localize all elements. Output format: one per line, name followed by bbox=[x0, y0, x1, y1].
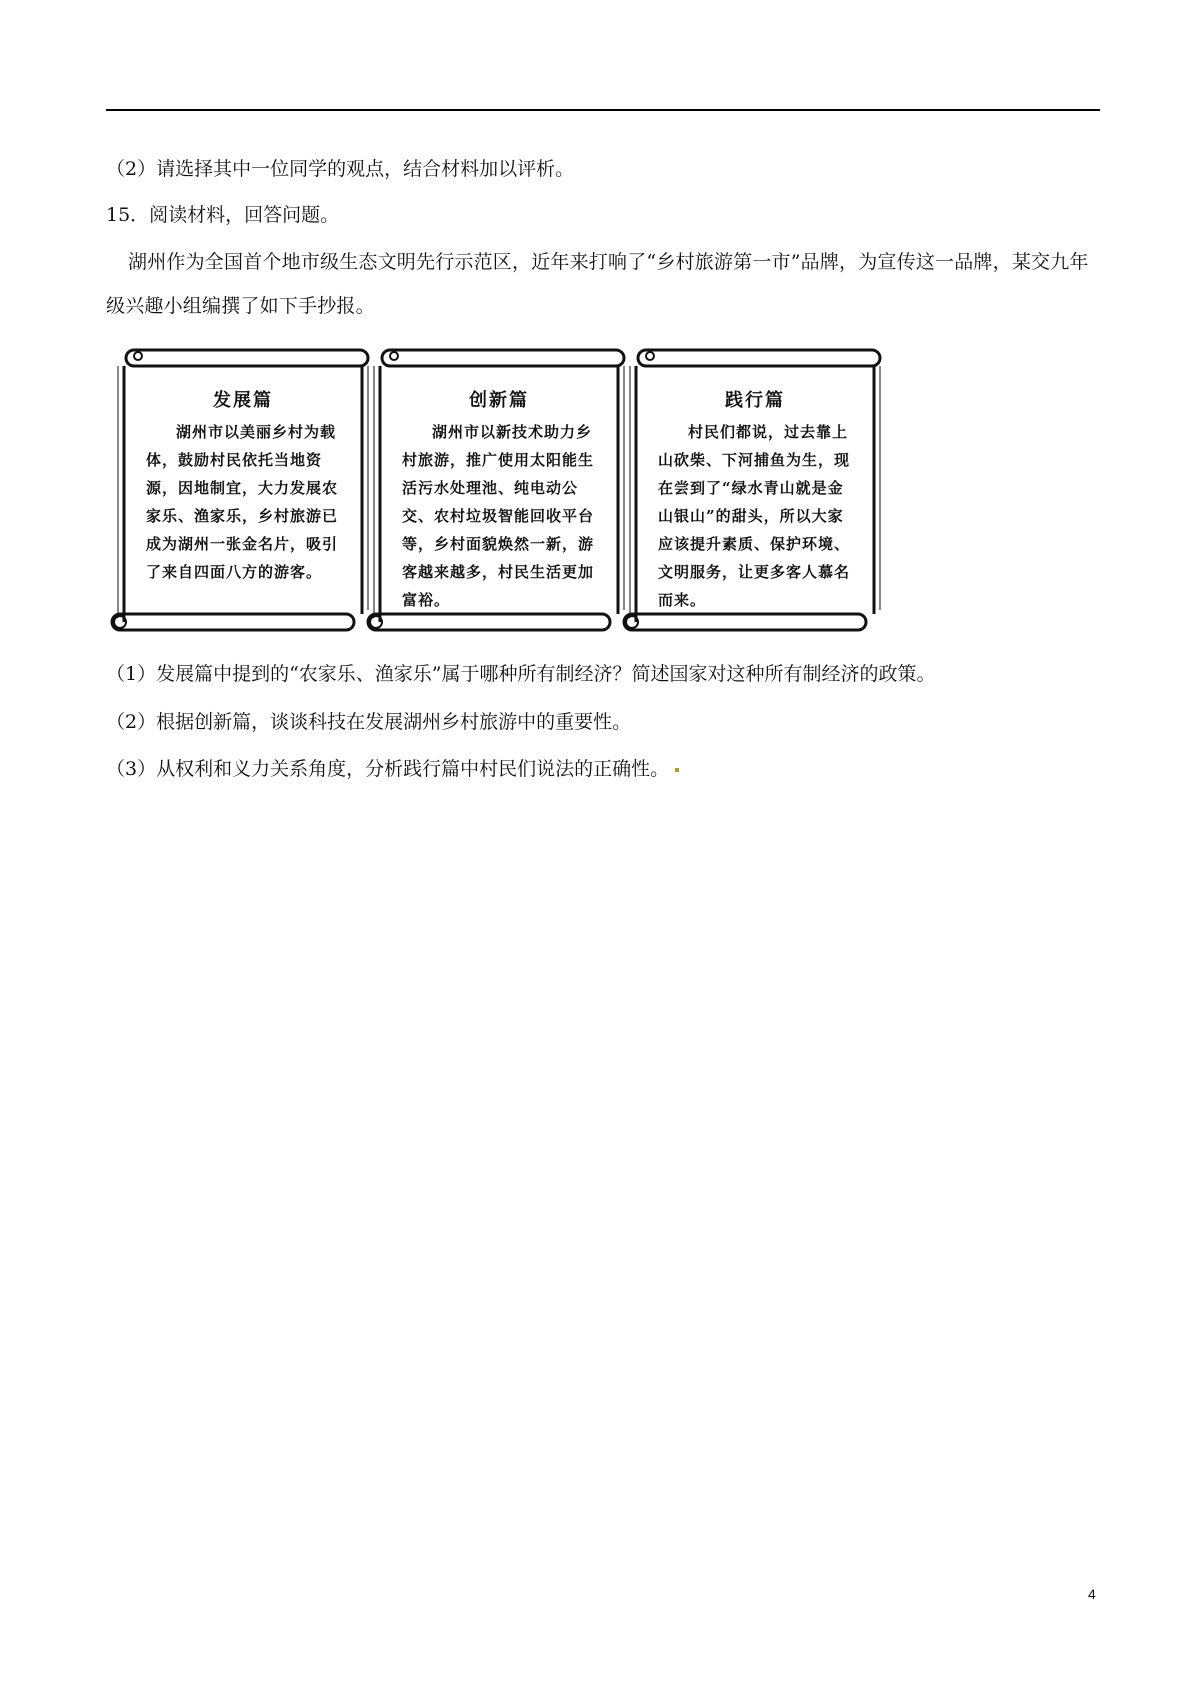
question-15-sub-3-row bbox=[106, 757, 679, 781]
question-15-sub-2: （2）根据创新篇，谈谈科技在发展湖州乡村旅游中的重要性。 bbox=[106, 711, 632, 733]
scroll-body: 湖州市以美丽乡村为载体，鼓励村民依托当地资源，因地制宜，大力发展农家乐、渔家乐，乡村旅游已成为湖州一张金名片，吸引了来自四面八方的游客。 bbox=[146, 423, 339, 581]
scroll-body: 村民们都说，过去靠上山砍柴、下河捕鱼为生，现在尝到了“绿水青山就是金山银山”的甜头，所以大家应该提升素质、保护环境、文明服务，让更多客人慕名而来。 bbox=[658, 423, 851, 609]
scroll-title: 创新篇 bbox=[469, 390, 529, 411]
scroll-body: 湖州市以新技术助力乡村旅游，推广使用太阳能生活污水处理池、纯电动公交、农村垃圾智能回收平台等，乡村面貌焕然一新，游客越来越多，村民生活更加富裕。 bbox=[402, 423, 595, 609]
scroll-title: 践行篇 bbox=[725, 390, 785, 411]
question-15-heading: 15．阅读材料，回答问题。 bbox=[106, 204, 340, 226]
question-15-sub-3: （3）从权利和义力关系角度，分析践行篇中村民们说法的正确性。 bbox=[106, 758, 670, 780]
page-number: 4 bbox=[1088, 1586, 1096, 1602]
scroll-practice bbox=[622, 342, 888, 642]
header-rule bbox=[106, 109, 1100, 111]
dot-mark-icon bbox=[675, 768, 679, 772]
question-15-material: 湖州作为全国首个地市级生态文明先行示范区，近年来打响了“乡村旅游第一市”品牌，为宣传这一品牌，某交九年级兴趣小组编撰了如下手抄报。 bbox=[106, 251, 1089, 317]
scroll-title: 发展篇 bbox=[213, 390, 273, 411]
question-14-sub-2: （2）请选择其中一位同学的观点，结合材料加以评析。 bbox=[106, 158, 575, 180]
scroll-development bbox=[110, 342, 376, 642]
scroll-innovation bbox=[366, 342, 632, 642]
question-15-sub-1: （1）发展篇中提到的“农家乐、渔家乐”属于哪种所有制经济？简述国家对这种所有制经济的政策。 bbox=[106, 663, 936, 685]
